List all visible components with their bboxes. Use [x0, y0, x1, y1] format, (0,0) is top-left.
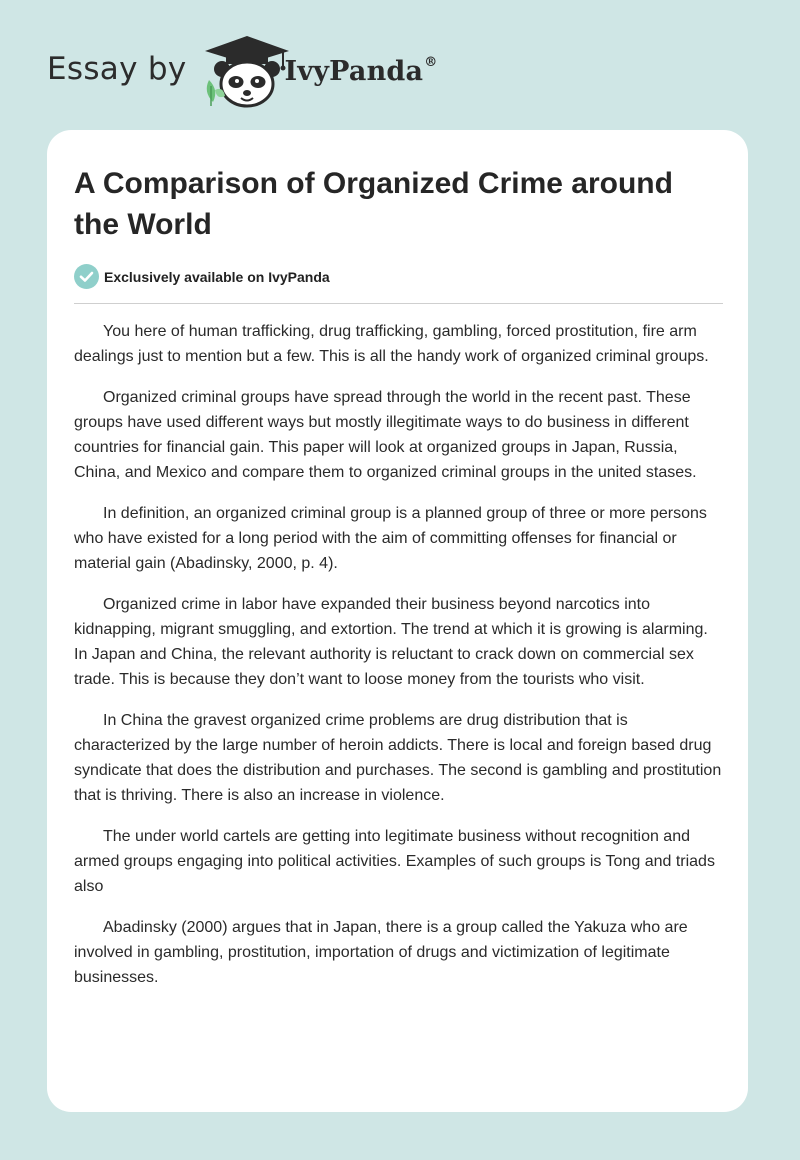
paragraph: Organized criminal groups have spread through the world in the recent past. These groups have used different ways but mostly illegitimate ways to do business in different countries for financial gain. This paper will look at organized groups in Japan, Russia, China, and Mexico and compare them to organized criminal groups in the united stases. — [74, 389, 697, 481]
registered-mark: ® — [424, 55, 438, 70]
panda-logo-icon[interactable] — [201, 34, 293, 110]
essay-title: A Comparison of Organized Crime around the World — [74, 167, 673, 241]
essay-body — [74, 319, 724, 1006]
exclusive-badge-label: Exclusively available on IvyPanda — [104, 268, 330, 285]
site-header — [47, 34, 437, 110]
brand-text: IvyPanda — [284, 56, 424, 87]
paragraph: The under world cartels are getting into legitimate business without recognition and armed groups engaging into political activities. Examples of such groups is Tong and triads also — [74, 828, 715, 895]
essay-card — [47, 130, 748, 1112]
check-circle-icon — [74, 264, 99, 289]
essay-by-label: Essay by — [47, 51, 187, 87]
paragraph: Abadinsky (2000) argues that in Japan, there is a group called the Yakuza who are involved in gambling, prostitution, importation of drugs and victimization of legitimate businesses. — [74, 919, 688, 986]
exclusive-badge — [74, 264, 330, 289]
title-divider — [74, 303, 723, 304]
paragraph: Organized crime in labor have expanded their business beyond narcotics into kidnapping, migrant smuggling, and extortion. The trend at which it is growing is alarming. In Japan and China, the relevant authority is reluctant to crack down on commercial sex trade. This is because they don’t want to loose money from the tourists who visit. — [74, 596, 708, 688]
paragraph: In definition, an organized criminal group is a planned group of three or more persons who have existed for a long period with the aim of committing offenses for financial or material gain (Abadinsky, 2000, p. 4). — [74, 505, 707, 572]
brand-name[interactable] — [285, 55, 438, 87]
paragraph: In China the gravest organized crime problems are drug distribution that is characterized by the large number of heroin addicts. There is local and foreign based drug syndicate that does the distribution and purchases. The second is gambling and prostitution that is thriving. There is also an increase in violence. — [74, 712, 722, 804]
paragraph: You here of human trafficking, drug trafficking, gambling, forced prostitution, fire arm dealings just to mention but a few. This is all the handy work of organized criminal groups. — [74, 323, 709, 365]
